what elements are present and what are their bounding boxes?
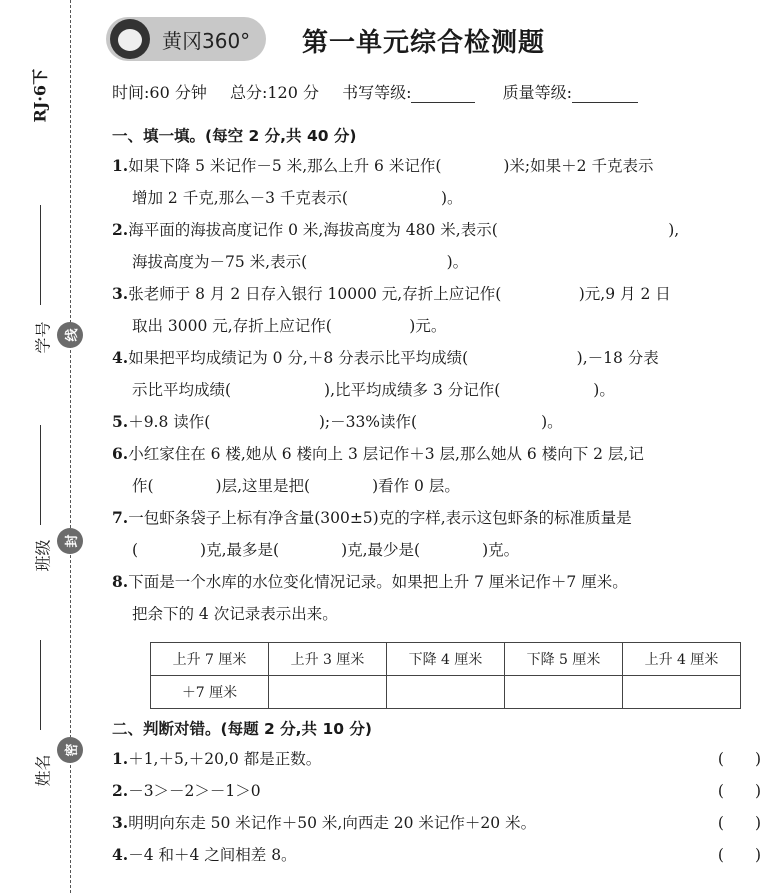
- page-title: 第一单元综合检测题: [302, 28, 546, 58]
- question-text: 小红家住在 6 楼,她从 6 楼向上 3 层记作＋3 层,那么她从 6 楼向下 2 层,记: [128, 445, 644, 463]
- question-7: 7.一包虾条袋子上标有净含量(300±5)克的字样,表示这包虾条的标准质量是 ( )克,最多是( )克,最少是( )克。: [112, 508, 632, 559]
- table-answer-row: [151, 676, 741, 709]
- table-answer-cell[interactable]: [623, 676, 741, 709]
- seal-line: 线: [57, 322, 83, 348]
- student-id-field[interactable]: [40, 205, 41, 305]
- table-header-cell: 下降 5 厘米: [505, 643, 623, 676]
- judge-text: －3＞－2＞－1＞0: [128, 782, 261, 800]
- judge-text: ＋1,＋5,＋20,0 都是正数。: [128, 750, 322, 768]
- question-text: 如果把平均成绩记为 0 分,＋8 分表示比平均成绩( ),－18 分表: [128, 349, 659, 367]
- mascot-icon: [110, 19, 150, 59]
- judge-item-4: 4.－4 和＋4 之间相差 8。 ( ): [112, 839, 767, 871]
- judge-text: －4 和＋4 之间相差 8。: [128, 846, 297, 864]
- exam-info: [112, 80, 656, 103]
- total-score: 总分:120 分: [229, 83, 319, 102]
- question-text: 把余下的 4 次记录表示出来。: [132, 605, 338, 623]
- answer-paren[interactable]: ( ): [717, 846, 761, 864]
- binding-margin: [0, 0, 92, 893]
- grade-code: RJ·6下: [30, 68, 50, 123]
- question-text: 增加 2 千克,那么－3 千克表示( )。: [132, 189, 463, 207]
- judge-item-2: 2.－3＞－2＞－1＞0 ( ): [112, 775, 767, 807]
- question-4: 4.如果把平均成绩记为 0 分,＋8 分表示比平均成绩( ),－18 分表 示比平均成绩( ),比平均成绩多 3 分记作( )。: [112, 348, 659, 399]
- table-answer-cell[interactable]: [269, 676, 387, 709]
- answer-paren[interactable]: ( ): [717, 782, 761, 800]
- question-text: 一包虾条袋子上标有净含量(300±5)克的字样,表示这包虾条的标准质量是: [128, 509, 632, 527]
- question-text: 下面是一个水库的水位变化情况记录。如果把上升 7 厘米记作＋7 厘米。: [128, 573, 628, 591]
- table-answer-cell[interactable]: [387, 676, 505, 709]
- quality-grade-label: 质量等级:: [502, 83, 572, 102]
- class-field[interactable]: [40, 425, 41, 525]
- writing-grade-label: 书写等级:: [342, 83, 412, 102]
- judge-text: 明明向东走 50 米记作＋50 米,向西走 20 米记作＋20 米。: [128, 814, 537, 832]
- question-1: 1.如果下降 5 米记作－5 米,那么上升 6 米记作( )米;如果＋2 千克表示 增加 2 千克,那么－3 千克表示( )。: [112, 156, 654, 207]
- name-field[interactable]: [40, 640, 41, 730]
- question-text: 作( )层,这里是把( )看作 0 层。: [132, 477, 460, 495]
- question-8: 8.下面是一个水库的水位变化情况记录。如果把上升 7 厘米记作＋7 厘米。 把余下的 4 次记录表示出来。: [112, 572, 628, 623]
- exam-content: [112, 122, 767, 871]
- water-level-table: [150, 642, 741, 709]
- question-3: 3.张老师于 8 月 2 日存入银行 10000 元,存折上应记作( )元,9 月 2 日 取出 3000 元,存折上应记作( )元。: [112, 284, 671, 335]
- judge-item-3: 3.明明向东走 50 米记作＋50 米,向西走 20 米记作＋20 米。 ( ): [112, 807, 767, 839]
- question-text: 海拔高度为－75 米,表示( )。: [132, 253, 469, 271]
- question-5: 5.＋9.8 读作( );－33%读作( )。: [112, 412, 563, 431]
- question-2: 2.海平面的海拔高度记作 0 米,海拔高度为 480 米,表示( ), 海拔高度为－75 米,表示( )。: [112, 220, 680, 271]
- name-label: 姓名: [33, 754, 53, 787]
- table-answer-cell: ＋7 厘米: [151, 676, 269, 709]
- seal-secret: 密: [57, 737, 83, 763]
- section2-heading: 二、判断对错。(每题 2 分,共 10 分): [112, 720, 372, 738]
- quality-grade-field[interactable]: [572, 102, 638, 103]
- table-header-cell: 上升 4 厘米: [623, 643, 741, 676]
- table-answer-cell[interactable]: [505, 676, 623, 709]
- question-text: 海平面的海拔高度记作 0 米,海拔高度为 480 米,表示( ),: [128, 221, 680, 239]
- question-text: 张老师于 8 月 2 日存入银行 10000 元,存折上应记作( )元,9 月 2 日: [128, 285, 671, 303]
- time-limit: 时间:60 分钟: [112, 83, 207, 102]
- class-label: 班级: [33, 539, 53, 572]
- judge-item-1: 1.＋1,＋5,＋20,0 都是正数。 ( ): [112, 743, 767, 775]
- question-text: ＋9.8 读作( );－33%读作( )。: [128, 413, 563, 431]
- seal-seal: 封: [57, 528, 83, 554]
- table-header-cell: 上升 7 厘米: [151, 643, 269, 676]
- logo-text: 黄冈360°: [162, 28, 251, 53]
- question-text: ( )克,最多是( )克,最少是( )克。: [132, 541, 520, 559]
- question-text: 如果下降 5 米记作－5 米,那么上升 6 米记作( )米;如果＋2 千克表示: [128, 157, 654, 175]
- table-header-cell: 上升 3 厘米: [269, 643, 387, 676]
- table-header-cell: 下降 4 厘米: [387, 643, 505, 676]
- section1-heading: 一、填一填。(每空 2 分,共 40 分): [112, 127, 357, 145]
- student-id-label: 学号: [33, 321, 53, 354]
- answer-paren[interactable]: ( ): [717, 814, 761, 832]
- answer-paren[interactable]: ( ): [717, 750, 761, 768]
- table-header-row: [151, 643, 741, 676]
- question-text: 示比平均成绩( ),比平均成绩多 3 分记作( )。: [132, 381, 615, 399]
- question-6: 6.小红家住在 6 楼,她从 6 楼向上 3 层记作＋3 层,那么她从 6 楼向下 2 层,记 作( )层,这里是把( )看作 0 层。: [112, 444, 644, 495]
- question-text: 取出 3000 元,存折上应记作( )元。: [132, 317, 447, 335]
- writing-grade-field[interactable]: [411, 102, 475, 103]
- publisher-logo: [106, 17, 266, 61]
